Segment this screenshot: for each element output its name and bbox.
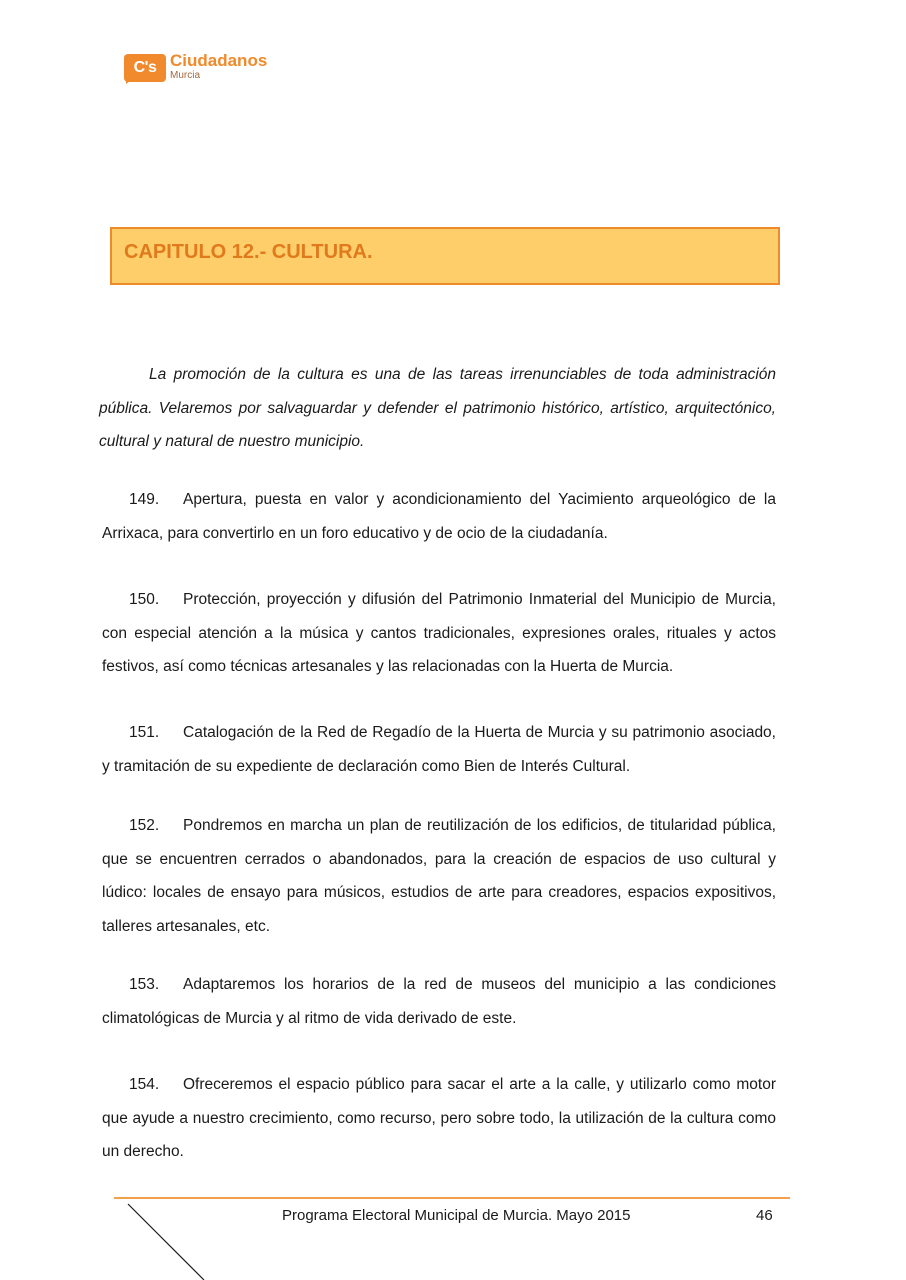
item-text: Apertura, puesta en valor y acondicionamiento del Yacimiento arqueológico de la Arrixaca, para convertirlo en un foro educativo y de ocio de la ciudadanía. bbox=[102, 491, 776, 542]
logo-badge: C's bbox=[124, 54, 166, 82]
item-text: Ofreceremos el espacio público para sacar el arte a la calle, y utilizarlo como motor que ayude a nuestro crecimiento, como recurso, pero sobre todo, la utilización de la cultura como un derecho. bbox=[102, 1076, 776, 1160]
ciudadanos-logo bbox=[124, 52, 274, 86]
item-text: Protección, proyección y difusión del Patrimonio Inmaterial del Municipio de Murcia, con especial atención a la música y cantos tradicionales, expresiones orales, rituales y actos festivos, así como técnicas artesanales y las relacionadas con la Huerta de Murcia. bbox=[102, 591, 776, 675]
page-number: 46 bbox=[756, 1207, 773, 1224]
footer-text: Programa Electoral Municipal de Murcia. Mayo 2015 bbox=[282, 1207, 631, 1224]
list-item bbox=[102, 1068, 776, 1169]
list-item bbox=[102, 483, 776, 550]
item-text: Pondremos en marcha un plan de reutilización de los edificios, de titularidad pública, que se encuentren cerrados o abandonados, para la creación de espacios de uso cultural y lúdico: locales de ensayo para músicos, estudios de arte para creadores, espacios expositivos, talleres artesanales, etc. bbox=[102, 817, 776, 935]
logo-city: Murcia bbox=[170, 70, 201, 81]
list-item bbox=[102, 716, 776, 783]
item-number: 154. bbox=[129, 1076, 160, 1093]
item-number: 153. bbox=[129, 976, 160, 993]
item-text: Adaptaremos los horarios de la red de museos del municipio a las condiciones climatológicas de Murcia y al ritmo de vida derivado de este. bbox=[102, 976, 776, 1027]
list-item bbox=[102, 809, 776, 943]
footer-divider bbox=[114, 1197, 790, 1199]
list-item bbox=[102, 968, 776, 1035]
logo-name: Ciudadanos bbox=[170, 51, 268, 70]
logo-badge-tail bbox=[126, 78, 134, 84]
chapter-heading-box bbox=[110, 227, 780, 285]
item-number: 150. bbox=[129, 591, 160, 608]
corner-diagonal-line bbox=[126, 1202, 208, 1280]
item-text: Catalogación de la Red de Regadío de la Huerta de Murcia y su patrimonio asociado, y tramitación de su expediente de declaración como Bien de Interés Cultural. bbox=[102, 724, 776, 775]
intro-paragraph: La promoción de la cultura es una de las tareas irrenunciables de toda administración pública. Velaremos por salvaguardar y defender el patrimonio histórico, artístico, arquitectónico, cultural y natural de nuestro municipio. bbox=[99, 366, 776, 450]
item-number: 149. bbox=[129, 491, 160, 508]
item-number: 152. bbox=[129, 817, 160, 834]
list-item bbox=[102, 583, 776, 684]
chapter-title: CAPITULO 12.- CULTURA. bbox=[124, 241, 373, 263]
item-number: 151. bbox=[129, 724, 160, 741]
